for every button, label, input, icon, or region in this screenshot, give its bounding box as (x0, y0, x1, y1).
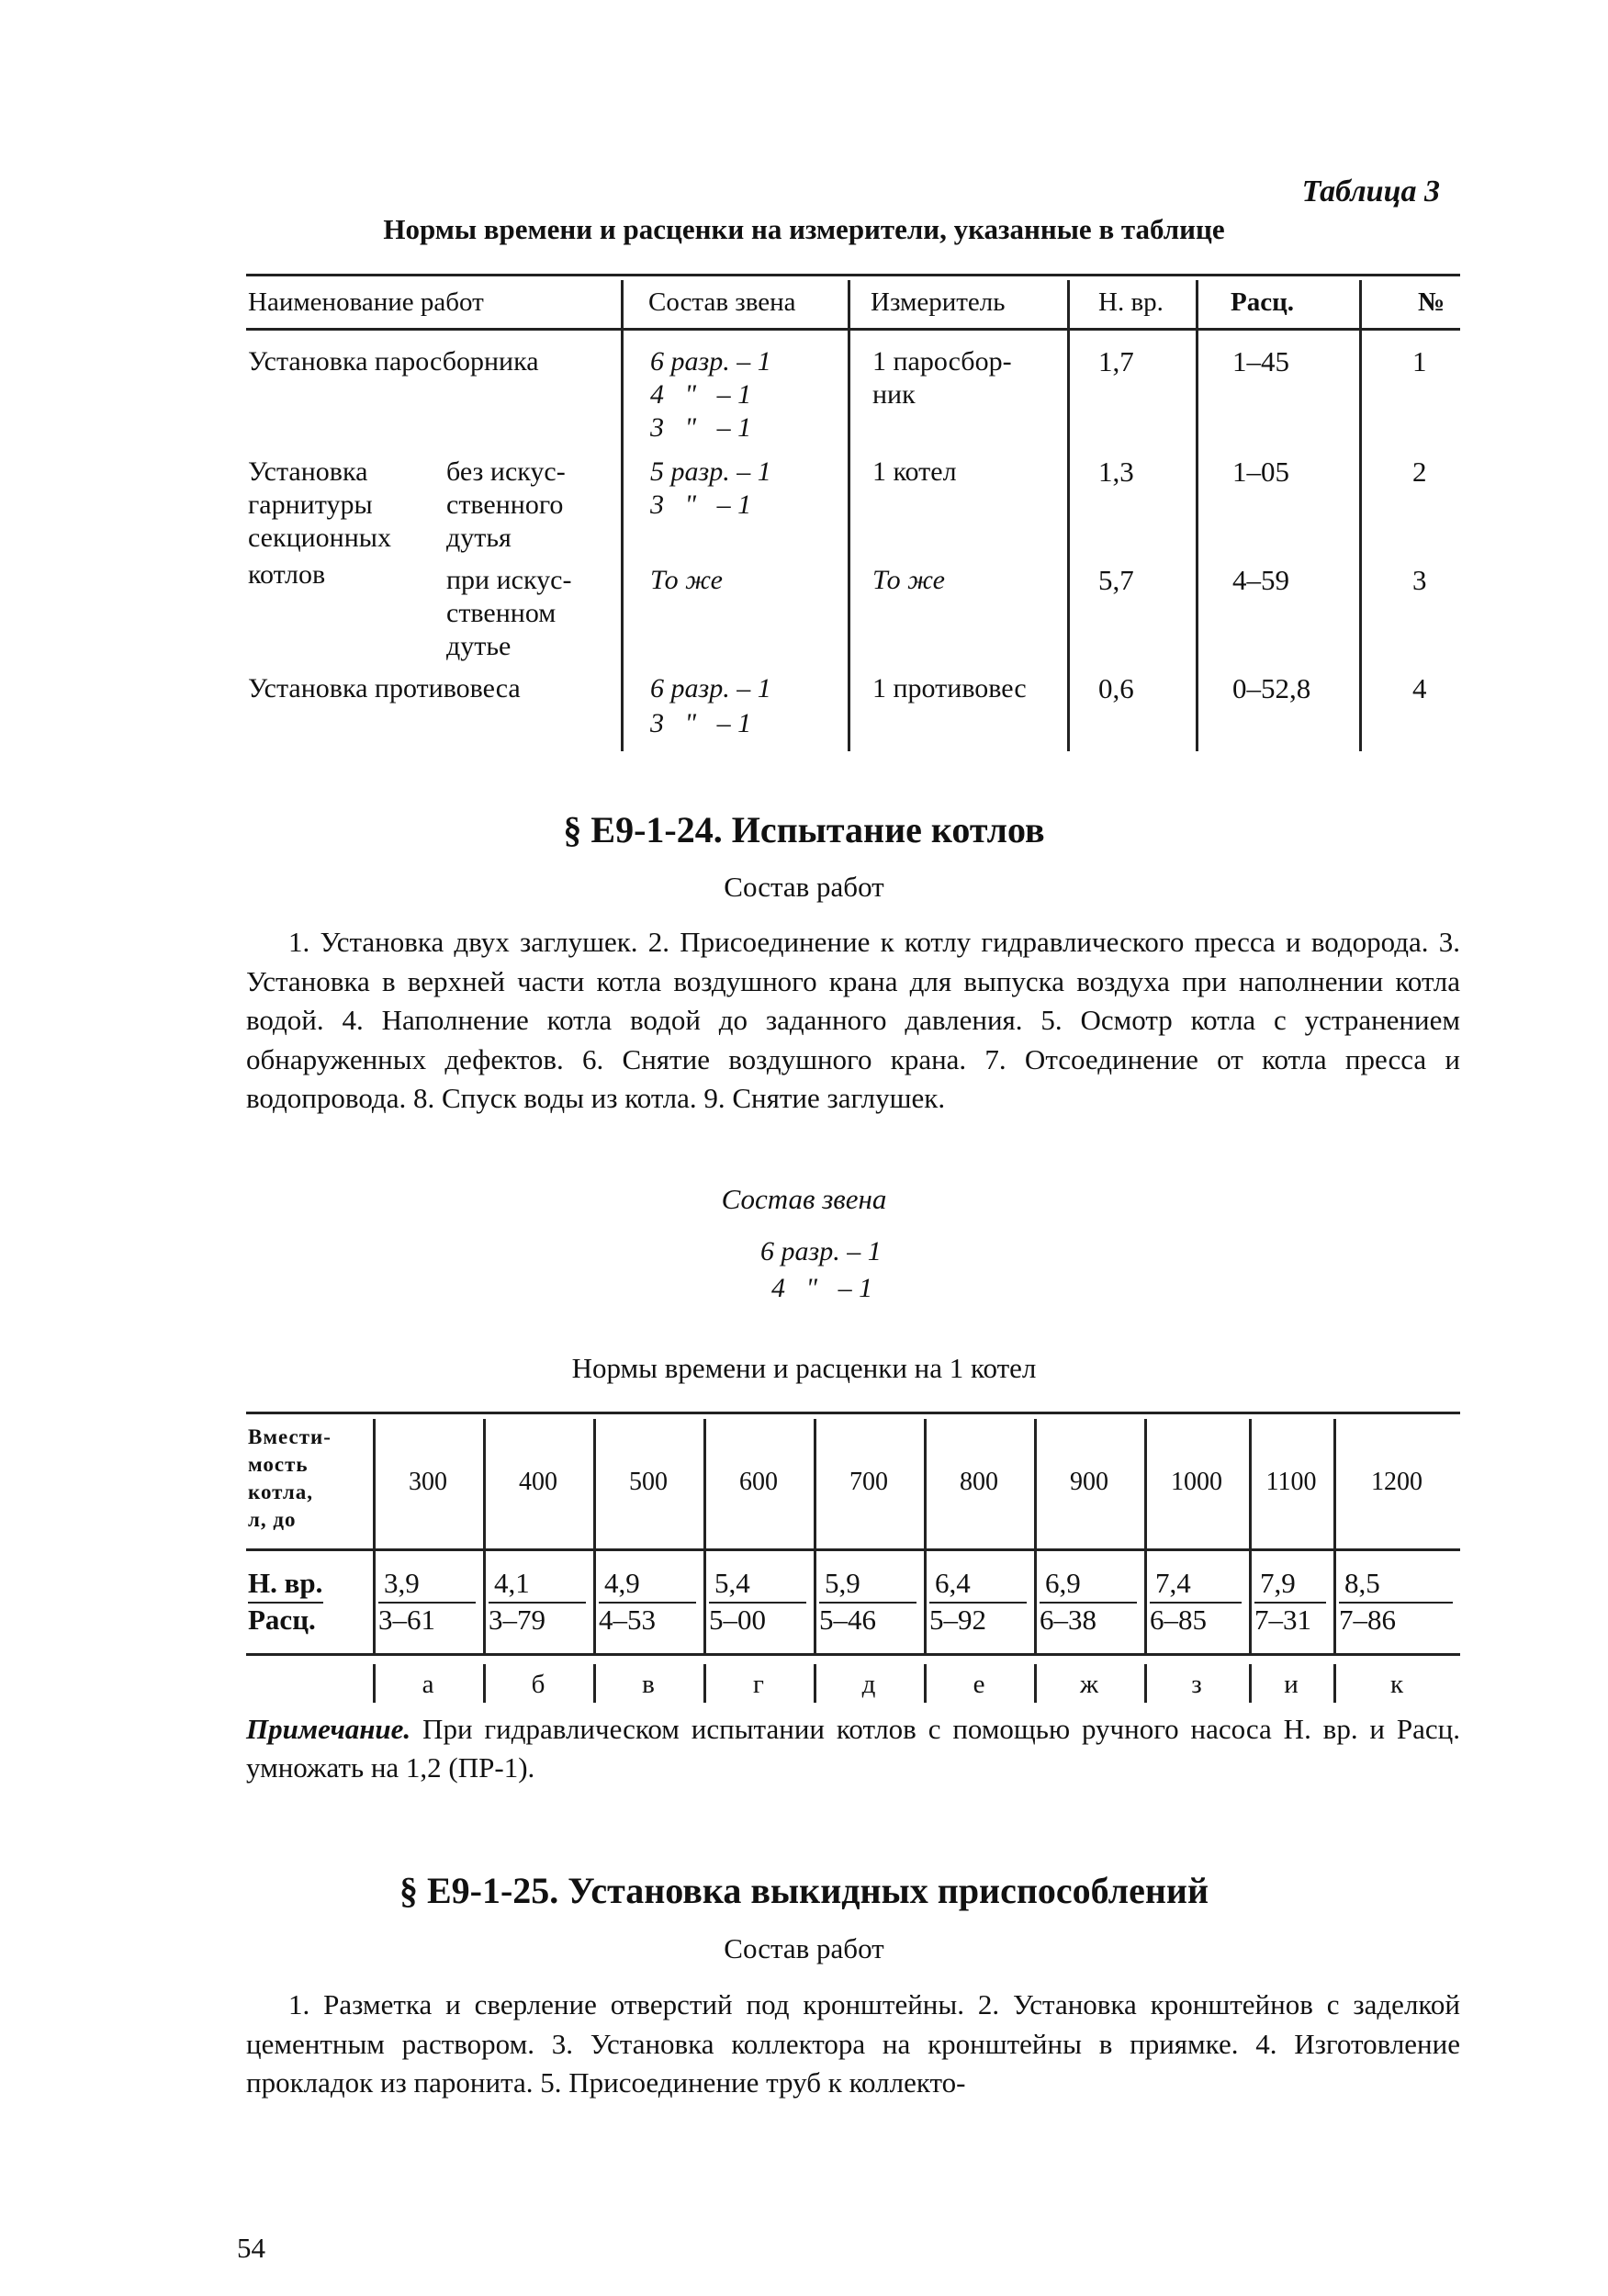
row-crew-line: 6 разр. – 1 (650, 346, 771, 377)
column-letter: з (1191, 1670, 1202, 1699)
row-rate: 0–52,8 (1232, 672, 1311, 704)
row-norm: 5,7 (1098, 564, 1134, 596)
row-rate: 1–45 (1232, 345, 1289, 377)
column-letter: в (642, 1670, 655, 1699)
row-norm: 1,7 (1098, 345, 1134, 377)
table-bottom-rule (246, 1653, 1460, 1656)
capacity-value: 1100 (1265, 1468, 1317, 1496)
note-text: При гидравлическом испытании котлов с помощью ручного насоса Н. вр. и Расц. умножать на 1,2 (ПР-1). (246, 1713, 1460, 1784)
column-divider (593, 1419, 596, 1655)
norm-value: 5,4 (714, 1567, 750, 1599)
capacity-value: 600 (739, 1468, 778, 1496)
row-number: 3 (1412, 564, 1427, 596)
header-unit: Измеритель (871, 287, 1006, 317)
header-rate: Расц. (1231, 287, 1295, 317)
capacity-value: 500 (629, 1468, 668, 1496)
column-divider (373, 1419, 376, 1655)
capacity-header (248, 1424, 332, 1534)
row-crew-line: 4 " – 1 (650, 379, 752, 410)
row-unit-line: ник (872, 379, 916, 410)
letter-divider (1034, 1664, 1037, 1703)
column-letter: и (1284, 1670, 1299, 1699)
page-number: 54 (237, 2232, 265, 2264)
row-number: 4 (1412, 672, 1427, 704)
column-letter: е (973, 1670, 985, 1699)
row-work-subname-line: ственного (446, 490, 564, 520)
capacity-value: 800 (960, 1468, 998, 1496)
column-divider (621, 280, 624, 751)
rate-label: Расц. (248, 1604, 316, 1636)
capacity-value: 900 (1070, 1468, 1108, 1496)
row-norm: 1,3 (1098, 456, 1134, 488)
letter-divider (814, 1664, 816, 1703)
row-crew-line: То же (650, 565, 723, 595)
row-crew-line: 5 разр. – 1 (650, 456, 771, 487)
row-work-name-line: секционных (248, 523, 391, 553)
table-top-rule (246, 1412, 1460, 1414)
row-rate: 4–59 (1232, 564, 1289, 596)
rate-value: 5–92 (929, 1604, 986, 1636)
row-work-subname-line: дутье (446, 631, 512, 661)
work-composition-text: 1. Разметка и сверление отверстий под кронштейны. 2. Установка кронштейнов с заделкой цементным раствором. 3. Установка коллектора на кронштейны в приямке. 4. Изготовление прокладок из паронита. 5. Присоединение труб к коллекто- (246, 1988, 1460, 2099)
letter-divider (593, 1664, 596, 1703)
table-label: Таблица 3 (1301, 174, 1440, 208)
row-crew-line: 6 разр. – 1 (650, 673, 771, 703)
row-unit-line: 1 паросбор- (872, 346, 1012, 377)
norm-value: 6,4 (935, 1567, 971, 1599)
row-work-name-line: гарнитуры (248, 490, 373, 520)
rate-value: 6–38 (1040, 1604, 1096, 1636)
letter-divider (924, 1664, 927, 1703)
header-norm: Н. вр. (1098, 287, 1164, 317)
header-number: № (1418, 287, 1445, 317)
letter-divider (483, 1664, 486, 1703)
row-unit-line: 1 противовес (872, 673, 1027, 703)
rate-value: 6–85 (1150, 1604, 1207, 1636)
row-unit-line: То же (872, 565, 945, 595)
row-crew-line: 3 " – 1 (650, 412, 752, 443)
capacity-header-line: котла, (248, 1480, 314, 1503)
row-work-subname-line: без искус- (446, 456, 566, 487)
table-header-rule (246, 328, 1460, 331)
norm-value: 8,5 (1344, 1567, 1380, 1599)
rate-value: 3–61 (378, 1604, 435, 1636)
row-work-name: Установка противовеса (248, 673, 521, 703)
rate-value: 7–31 (1254, 1604, 1311, 1636)
section-heading: § Е9-1-24. Испытание котлов (563, 809, 1045, 850)
row-crew-line: 3 " – 1 (650, 490, 752, 520)
letter-divider (1333, 1664, 1336, 1703)
rate-value: 7–86 (1339, 1604, 1396, 1636)
letter-divider (1249, 1664, 1252, 1703)
column-letter: г (753, 1670, 764, 1699)
section-heading: § Е9-1-25. Установка выкидных приспособлений (399, 1870, 1209, 1911)
norm-value: 4,1 (494, 1567, 530, 1599)
norm-value: 7,4 (1155, 1567, 1191, 1599)
row-work-subname-line: ственном (446, 598, 557, 628)
row-work-name-line: котлов (248, 559, 326, 590)
column-divider (1249, 1419, 1252, 1655)
column-letter: б (531, 1670, 545, 1699)
header-work-name: Наименование работ (248, 287, 484, 317)
capacity-header-line: Вмести- (248, 1425, 332, 1448)
norm-label: Н. вр. (248, 1567, 323, 1599)
capacity-value: 400 (519, 1468, 557, 1496)
work-composition-text: 1. Установка двух заглушек. 2. Присоединение к котлу гидравлического пресса и водорода. 3. Установка в верхней части котла воздушного крана для выпуска воздуха при наполнении котла водой. 4. Наполнение котла водой до заданного давления. 5. Осмотр котла с устранением обнаруженных дефектов. 6. Снятие воздушного крана. 7. Отсоединение от котла пресса и водопровода. 8. Спуск воды из котла. 9. Снятие заглушек. (246, 926, 1460, 1114)
column-divider (1359, 280, 1362, 751)
capacity-value: 1000 (1171, 1468, 1222, 1496)
crew-line: 6 разр. – 1 (760, 1236, 882, 1266)
row-number: 2 (1412, 456, 1427, 488)
row-unit-line: 1 котел (872, 456, 957, 487)
row-crew-line: 3 " – 1 (650, 708, 752, 738)
column-divider (1333, 1419, 1336, 1655)
letter-divider (1144, 1664, 1147, 1703)
row-work-subname-line: при искус- (446, 565, 572, 595)
norm-value: 3,9 (384, 1567, 420, 1599)
column-divider (1144, 1419, 1147, 1655)
rate-value: 3–79 (489, 1604, 545, 1636)
column-divider (814, 1419, 816, 1655)
column-letter: а (422, 1670, 434, 1699)
norm-value: 4,9 (604, 1567, 640, 1599)
row-work-subname-line: дутья (446, 523, 512, 553)
table-header-rule (246, 1548, 1460, 1551)
crew-line: 4 " – 1 (771, 1273, 873, 1303)
column-letter: ж (1079, 1670, 1099, 1699)
work-composition-title: Состав работ (724, 871, 884, 903)
column-divider (483, 1419, 486, 1655)
rate-value: 4–53 (599, 1604, 656, 1636)
column-divider (848, 280, 850, 751)
capacity-value: 300 (409, 1468, 447, 1496)
rate-value: 5–00 (709, 1604, 766, 1636)
table-top-rule (246, 274, 1460, 276)
column-divider (703, 1419, 706, 1655)
work-composition-title: Состав работ (724, 1932, 884, 1964)
capacity-header-line: мость (248, 1453, 309, 1476)
row-work-name: Установка паросборника (248, 346, 539, 377)
norm-value: 5,9 (825, 1567, 860, 1599)
letter-divider (373, 1664, 376, 1703)
capacity-value: 700 (849, 1468, 888, 1496)
note (246, 1710, 1460, 1787)
column-letter: д (861, 1670, 876, 1699)
row-work-name-line: Установка (248, 456, 368, 487)
column-divider (924, 1419, 927, 1655)
note-label: Примечание. (246, 1713, 411, 1745)
capacity-value: 1200 (1371, 1468, 1422, 1496)
row-rate: 1–05 (1232, 456, 1289, 488)
row-norm: 0,6 (1098, 672, 1134, 704)
table-title: Нормы времени и расценки на измерители, указанные в таблице (383, 213, 1225, 245)
row-number: 1 (1412, 345, 1427, 377)
rate-value: 5–46 (819, 1604, 876, 1636)
column-divider (1196, 280, 1198, 751)
column-letter: к (1389, 1670, 1404, 1699)
norm-value: 6,9 (1045, 1567, 1081, 1599)
column-divider (1067, 280, 1070, 751)
norm-value: 7,9 (1260, 1567, 1296, 1599)
column-divider (1034, 1419, 1037, 1655)
header-crew: Состав звена (648, 287, 796, 317)
norms-table-title: Нормы времени и расценки на 1 котел (571, 1352, 1037, 1384)
capacity-header-line: л, до (248, 1508, 297, 1531)
letter-divider (703, 1664, 706, 1703)
crew-title: Состав звена (721, 1183, 887, 1215)
